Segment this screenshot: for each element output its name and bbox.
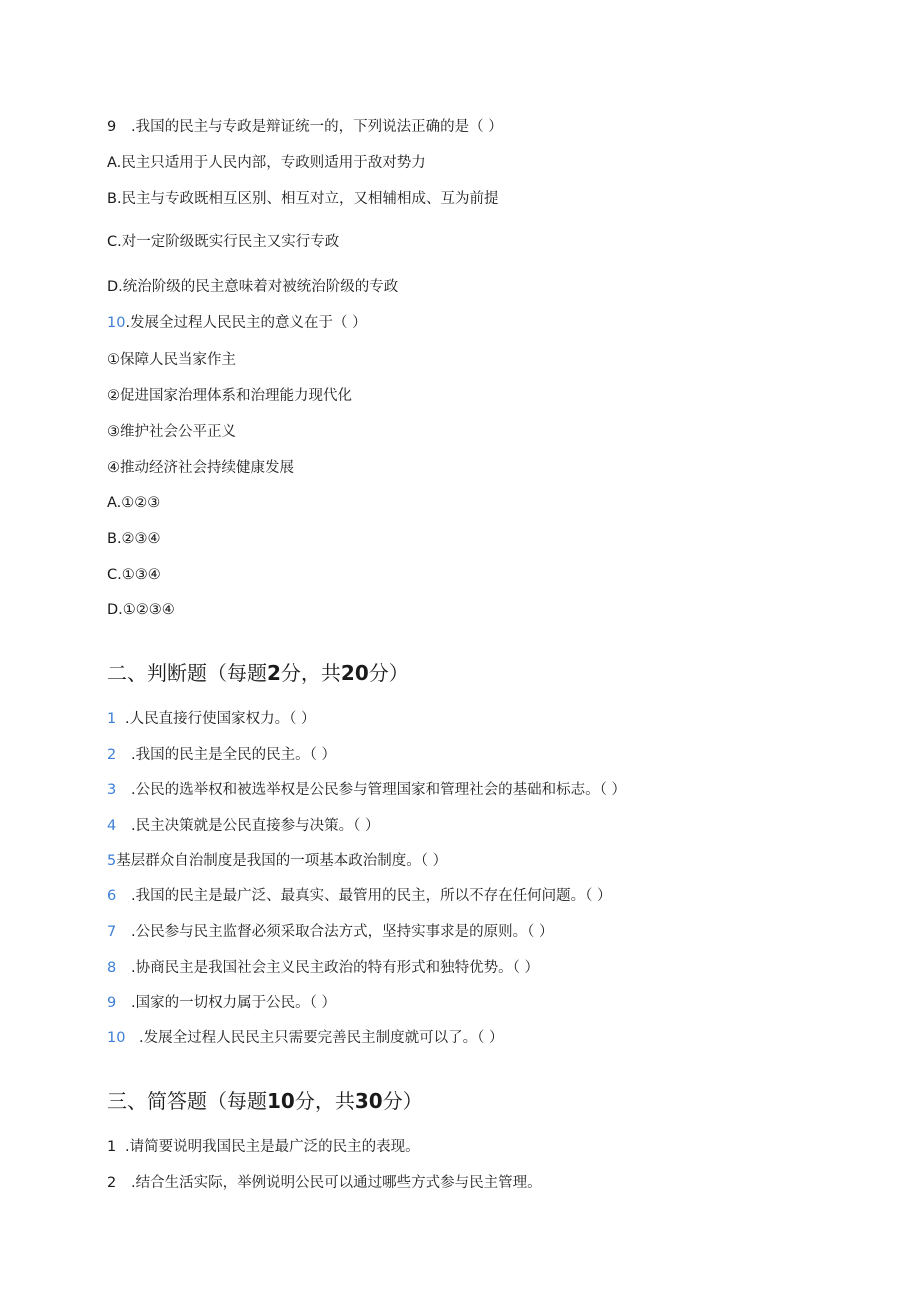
item-number: 1 xyxy=(107,711,117,727)
item-text: .请简要说明我国民主是最广泛的民主的表现。 xyxy=(125,1139,420,1155)
question-10-stem xyxy=(107,313,367,333)
question-number: 10 xyxy=(107,315,126,331)
heading-text: 分，共 xyxy=(280,661,341,685)
short-answer-item xyxy=(107,1173,542,1193)
item-text: .结合生活实际，举例说明公民可以通过哪些方式参与民主管理。 xyxy=(131,1175,542,1191)
item-text: .公民参与民主监督必须采取合法方式，坚持实事求是的原则。（ ） xyxy=(131,924,554,940)
question-9-option-b: B.民主与专政既相互区别、相互对立，又相辅相成、互为前提 xyxy=(107,191,499,207)
item-text: .我国的民主是最广泛、最真实、最管用的民主，所以不存在任何问题。（ ） xyxy=(131,888,612,904)
item-text: .发展全过程人民民主只需要完善民主制度就可以了。（ ） xyxy=(139,1030,504,1046)
item-text: .我国的民主是全民的民主。（ ） xyxy=(131,747,336,763)
item-number: 4 xyxy=(107,818,117,834)
item-number: 1 xyxy=(107,1139,117,1155)
item-text: 基层群众自治制度是我国的一项基本政治制度。（ ） xyxy=(116,853,448,869)
judgement-item xyxy=(107,958,539,978)
item-number: 2 xyxy=(107,747,117,763)
question-10-statement-1: ①保障人民当家作主 xyxy=(107,352,236,368)
question-10-option-b: B.②③④ xyxy=(107,531,161,547)
judgement-item xyxy=(107,993,336,1013)
item-text: .国家的一切权力属于公民。（ ） xyxy=(131,995,336,1011)
question-10-statement-4: ④推动经济社会持续健康发展 xyxy=(107,460,294,476)
question-9-option-c: C.对一定阶级既实行民主又实行专政 xyxy=(107,234,340,250)
item-text: .人民直接行使国家权力。（ ） xyxy=(125,711,316,727)
question-number: 9 xyxy=(107,119,117,135)
item-number: 9 xyxy=(107,995,117,1011)
question-9-option-d: D.统治阶级的民主意味着对被统治阶级的专政 xyxy=(107,279,399,295)
judgement-item xyxy=(107,745,336,765)
heading-text: 分，共 xyxy=(294,1089,355,1113)
item-text: .民主决策就是公民直接参与决策。（ ） xyxy=(131,818,380,834)
question-10-option-d: D.①②③④ xyxy=(107,602,175,618)
question-text: .发展全过程人民民主的意义在于（ ） xyxy=(125,315,367,331)
heading-number: 30 xyxy=(354,1089,383,1113)
item-text: .公民的选举权和被选举权是公民参与管理国家和管理社会的基础和标志。（ ） xyxy=(131,782,626,798)
question-9-option-a: A.民主只适用于人民内部，专政则适用于敌对势力 xyxy=(107,155,426,171)
judgement-item xyxy=(107,816,379,836)
item-number: 8 xyxy=(107,960,117,976)
judgement-item xyxy=(107,851,447,871)
judgement-item xyxy=(107,709,315,729)
question-10-option-a: A.①②③ xyxy=(107,495,161,511)
judgement-item xyxy=(107,922,553,942)
heading-text: 分） xyxy=(382,1089,423,1113)
item-number: 3 xyxy=(107,782,117,798)
item-text: .协商民主是我国社会主义民主政治的特有形式和独特优势。（ ） xyxy=(131,960,539,976)
item-number: 6 xyxy=(107,888,117,904)
judgement-item xyxy=(107,780,626,800)
item-number: 5 xyxy=(107,853,117,869)
question-10-statement-3: ③维护社会公平正义 xyxy=(107,424,236,440)
heading-text: 二、判断题（每题 xyxy=(107,661,267,685)
item-number: 2 xyxy=(107,1175,117,1191)
section-3-heading xyxy=(107,1088,423,1114)
heading-text: 三、简答题（每题 xyxy=(107,1089,267,1113)
heading-number: 20 xyxy=(340,661,369,685)
short-answer-item xyxy=(107,1137,420,1157)
heading-text: 分） xyxy=(368,661,409,685)
section-2-heading xyxy=(107,660,409,686)
heading-number: 10 xyxy=(267,1089,295,1113)
question-10-statement-2: ②促进国家治理体系和治理能力现代化 xyxy=(107,388,352,404)
judgement-item xyxy=(107,1028,503,1048)
question-text: .我国的民主与专政是辩证统一的，下列说法正确的是（ ） xyxy=(131,119,503,135)
heading-number: 2 xyxy=(267,661,281,685)
question-9-stem xyxy=(107,117,503,137)
judgement-item xyxy=(107,886,611,906)
item-number: 10 xyxy=(107,1030,126,1046)
item-number: 7 xyxy=(107,924,117,940)
question-10-option-c: C.①③④ xyxy=(107,567,161,583)
